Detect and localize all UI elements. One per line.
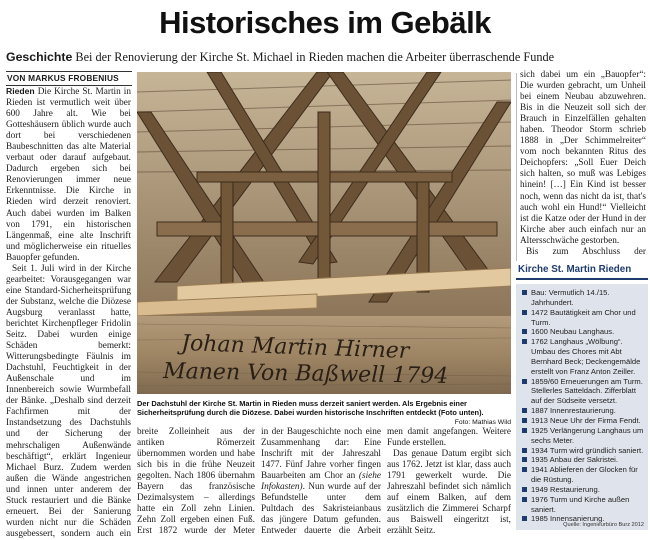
headline: Historisches im Gebälk xyxy=(159,5,491,40)
article-column-1 xyxy=(6,86,131,538)
paragraph: breite Zolleinheit aus der antiken Römerzeit übernommen worden und habe sich bis in die frühe Neuzeit gegolten. Nach 1806 übernahm Bayern das französische Dezimalsystem – allerdings hatte ein Zoll zehn Linien. Zehn Zoll ergeben einen Fuß. Erst 1872 wurde der Meter xyxy=(137,427,255,537)
photo-caption xyxy=(137,399,511,427)
paragraph: men damit angefangen. Weitere Funde erstellen. xyxy=(387,427,511,449)
timeline-item: Bau: Vermutlich 14./15. Jahrhundert. xyxy=(522,288,645,308)
timeline-item: 1600 Neubau Langhaus. xyxy=(522,327,645,337)
timeline-item: 1976 Turm und Kirche außen saniert. xyxy=(522,495,645,515)
timeline-item: 1934 Turm wird gründlich saniert. xyxy=(522,446,645,456)
paragraph: in der Baugeschichte noch eine Zusammenhang dar: Eine Inschrift mit der Jahreszahl 1477. Fünf Jahre vorher fingen Bauarbeiten am Chor an xyxy=(261,427,381,482)
roof-truss-photo xyxy=(137,72,511,394)
timeline-item: 1935 Anbau der Sakristei. xyxy=(522,455,645,465)
infobox xyxy=(516,284,648,530)
paragraph: Seit 1. Juli wird in der Kirche gearbeitet: Vorausgegangen war eine Standard-Sicherheitsprüfung der Substanz, welche die Diözese Augsburg veranlasst hatte, berichtet Kirchenpfleger Fridolin Seitz. Dabei wurden einige Schäden bemerkt: Witterungsbedingte Fäulnis im Dachstuhl, Feuchtigkeit in der Außenschale und im Innenbereich sowie Wurmbefall der Bänke. „Deshalb sind derzeit Fachfirmen mit der Instandsetzung des Dachstuhls und der Sicherung der mehrschaligen Außenwände beschäftigt“, erklärt Ingenieur Michael Burz. Zudem werden außen die Wände angestrichen und innen unter anderem der Stuck restauriert und die Bänke erneuert. Bei der Sanierung wurden nicht nur die Schäden ausgebessert, sondern auch ein xyxy=(6,263,131,538)
subheadline-kicker: Geschichte xyxy=(6,50,73,64)
timeline-item: 1887 Innenrestaurierung. xyxy=(522,406,645,416)
timeline-item: 1925 Verlängerung Langhaus um sechs Meter. xyxy=(522,426,645,446)
photo-credit: Foto: Mathias Wild xyxy=(454,418,511,426)
timeline-item: 1985 Innensanierung. xyxy=(522,514,645,524)
subheadline xyxy=(6,49,646,65)
inscription-line-1: Johan Martin Hirner xyxy=(180,331,410,364)
infobox-reference: (siehe Infokasten) xyxy=(261,471,381,493)
timeline-item: 1949 Restaurierung. xyxy=(522,485,645,495)
timeline-item: 1472 Bautätigkeit am Chor und Turm. xyxy=(522,308,645,328)
byline: VON MARKUS FROBENIUS xyxy=(6,71,132,86)
article-column-2 xyxy=(137,427,255,537)
dateline: Rieden xyxy=(6,86,35,96)
paragraph: Die Kirche St. Martin in Rieden ist vermutlich weit über 600 Jahre alt. Wie bei Gotteshäusern üblich wurde auch dort bei verschiedenen Baubeschnitten das alte Material verbaut oder darauf aufgebaut. Dadurch ergeben sich bei Renovierungen immer neue Erkenntnisse. Die Kirche in Rieden wird derzeit renoviert. Auch dabei wurden im Balken von 1791, ein historischen Längenmaß, eine alte Inschrift und möglicherweise ein rituelles Bauopfer gefunden. xyxy=(6,87,131,263)
paragraph: Das genaue Datum ergibt sich aus 1762. Jetzt ist klar, dass auch 1791 gewerkelt wurde. Die Jahreszahl befindet sich nämlich auf einem Balken, auf dem zusätzlich die Zimmerei Scharpf aus Baiswell eingeritzt ist, erzählt Seitz. xyxy=(387,449,511,537)
paragraph: . Nun wurde auf der Befundstelle unter dem Pultdach des Sakristeianbaus das jüngere Datum gefunden. Entweder dauerte die Arbeit xyxy=(261,482,381,537)
article-column-4 xyxy=(387,427,511,537)
column-divider xyxy=(516,73,517,261)
timeline-item: 1941 Ablieferen der Glocken für die Rüstung. xyxy=(522,465,645,485)
paragraph: Bis zum Abschluss der xyxy=(526,246,646,257)
timeline-item: 1913 Neue Uhr der Firma Fendt. xyxy=(522,416,645,426)
subheadline-text: Bei der Renovierung der Kirche St. Michael in Rieden machen die Arbeiter überraschende Funde xyxy=(75,50,555,64)
timeline-list xyxy=(516,284,648,524)
article-photo xyxy=(137,72,511,394)
caption-text: Der Dachstuhl der Kirche St. Martin in Rieden muss derzeit saniert werden. Als Ergebnis einer Sicherheitsprüfung durch die Diözese. Dabei wurden historische Inschriften entdeckt (Foto unten). xyxy=(137,399,484,418)
infobox-source: Quelle: Ingenieurbüro Burz 2012 xyxy=(563,522,644,528)
infobox-title: Kirche St. Martin Rieden xyxy=(516,262,648,280)
article-column-3 xyxy=(261,427,381,537)
article-column-5 xyxy=(520,70,646,258)
inscription-line-2: Manen Von Baßwell 1794 xyxy=(162,359,449,389)
timeline-item: 1762 Langhaus „Wölbung“. Umbau des Chores mit Abt Bernhard Beck; Deckengemälde erstellt von Franz Anton Zeiller. xyxy=(522,337,645,376)
timeline-item: 1859/60 Erneuerungen am Turm. Stellerles Satteldach. Zifferblatt auf der Südseite versetzt. xyxy=(522,377,645,407)
paragraph: sich dabei um ein „Bauopfer“: Die wurden gebracht, um Unheil bei einem Neubau abzuwehren. Bis in die Neuzeit soll sich der Brauch in Einzelfällen gehalten haben. Theodor Storm schrieb 1888 in „Der Schimmelreiter“ vom noch bekannten Ritus des Deichopfers: „Soll Euer Deich sich halten, so muß was Lebiges hinein! […] Ein Kind ist besser noch, wenn das nicht da ist, that's auch wohl ein Hund!“ Vielleicht ist die Katze oder der Hund in der Kirche aber auch einfach nur an Altersschwäche gestorben. xyxy=(520,70,646,246)
